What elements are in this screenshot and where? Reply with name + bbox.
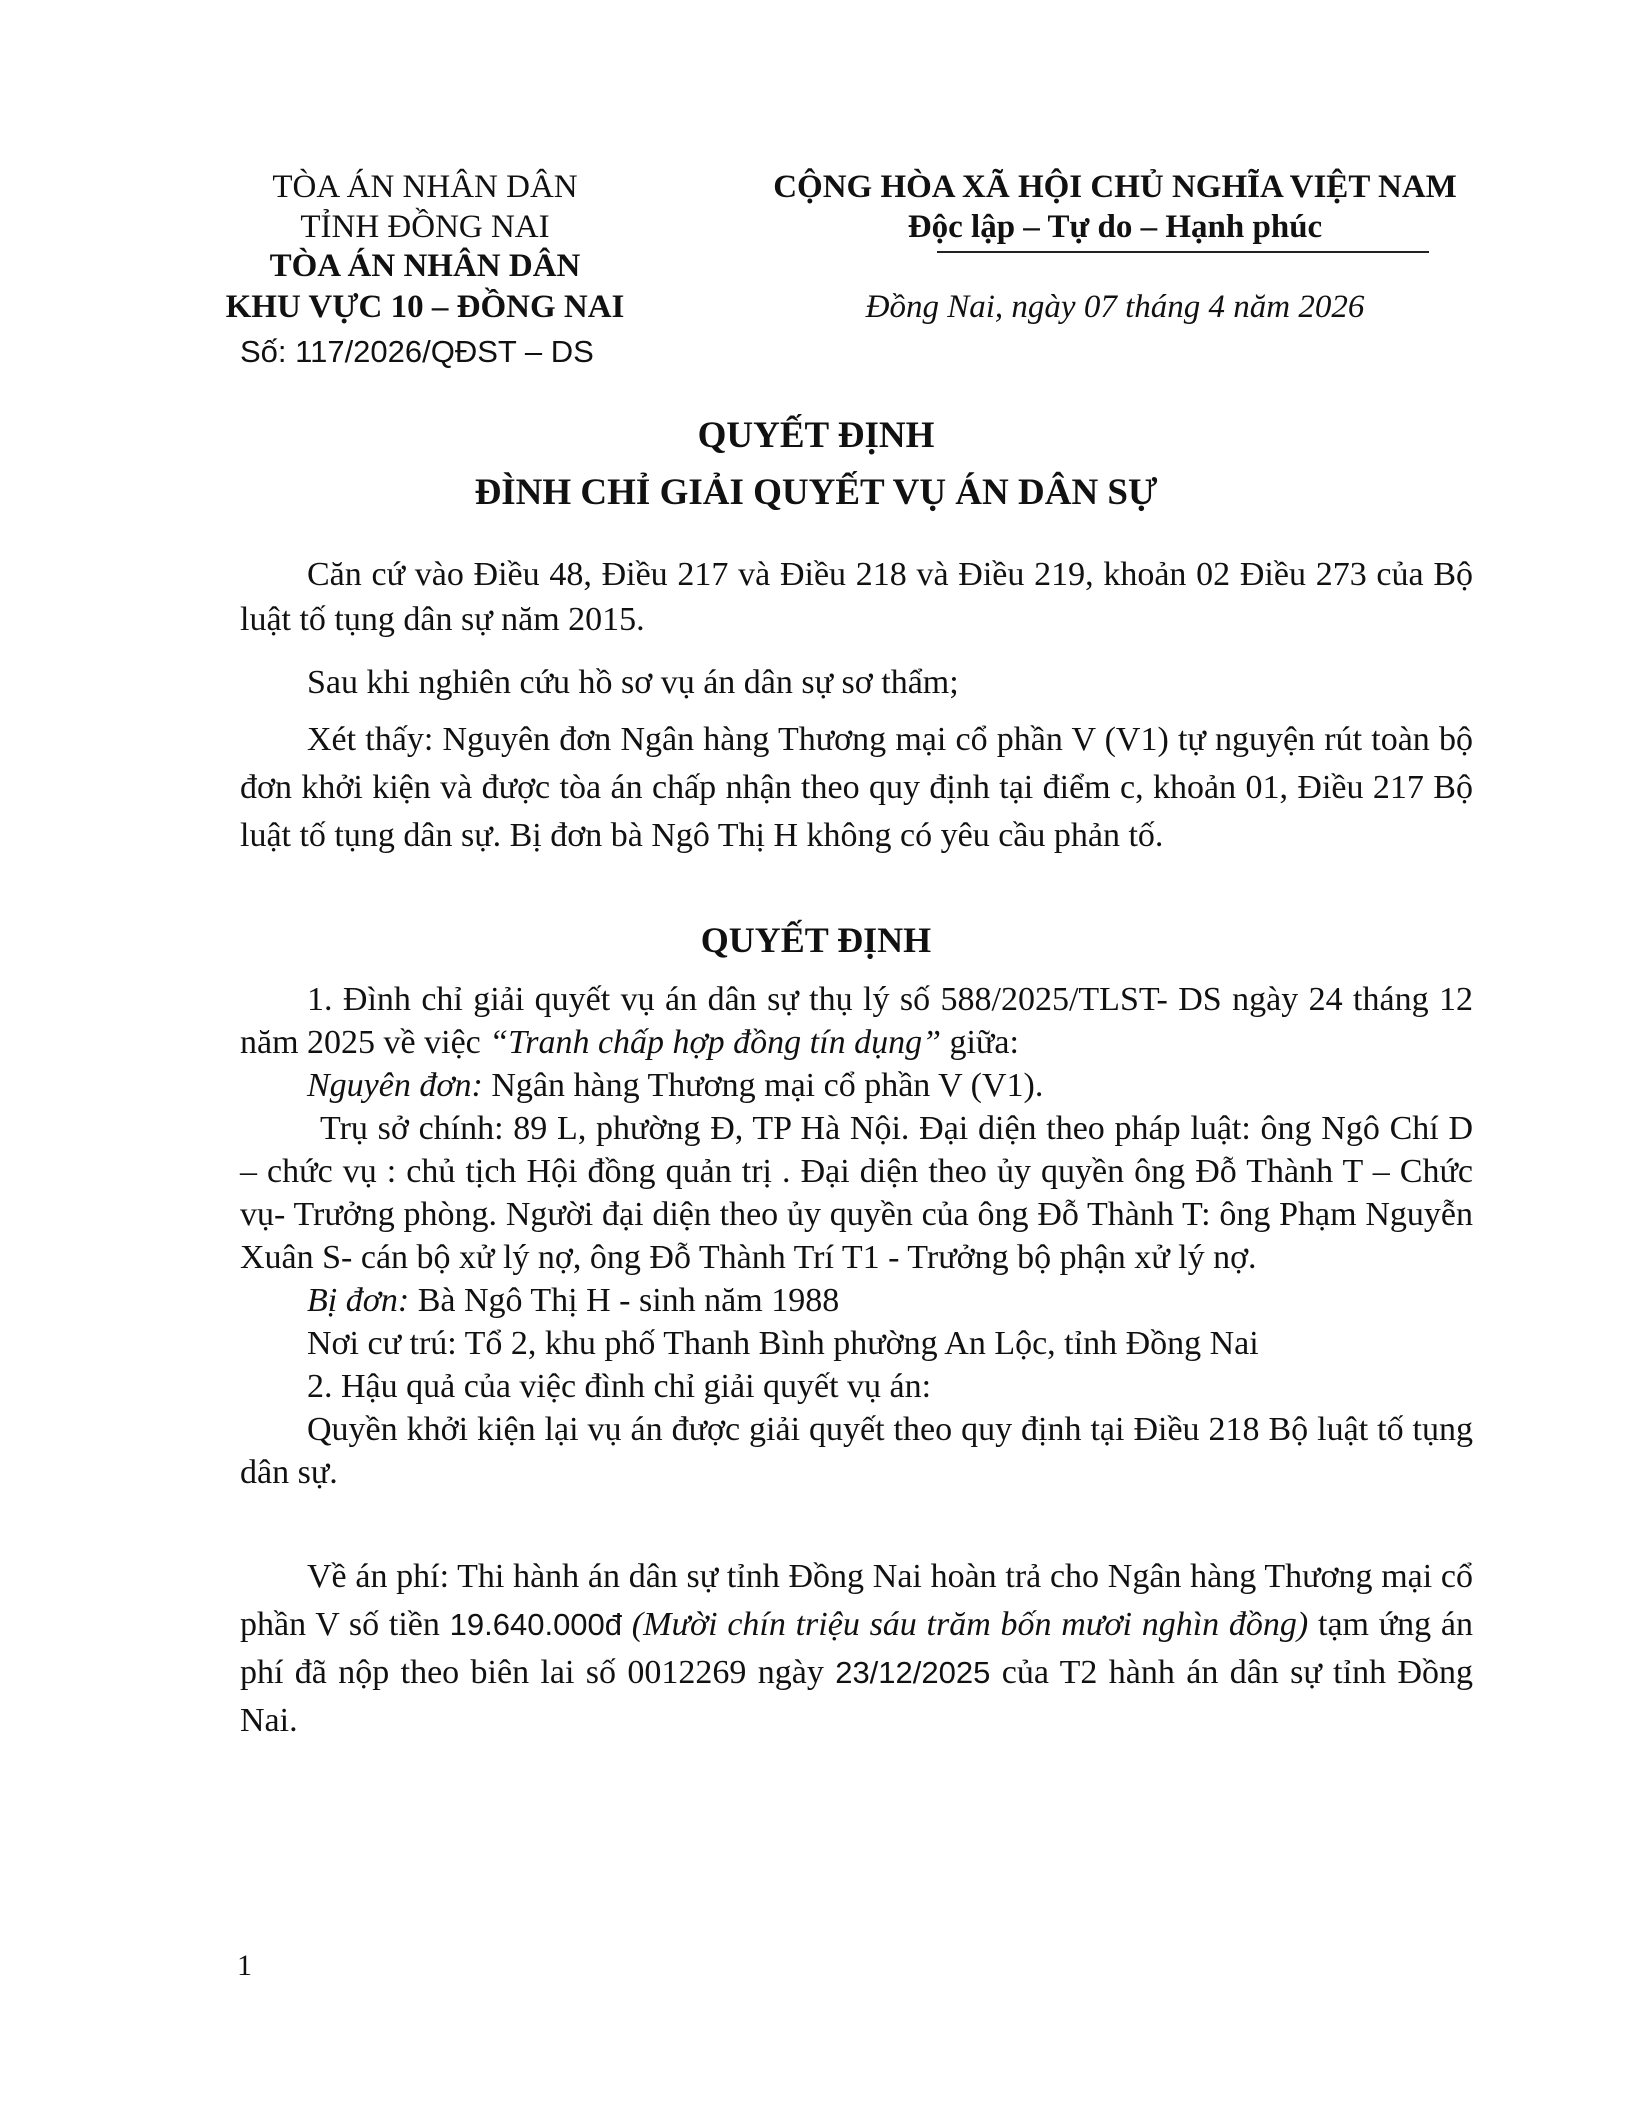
document-title: QUYẾT ĐỊNH bbox=[697, 415, 935, 456]
fee-date: 23/12/2025 bbox=[835, 1655, 991, 1690]
plaintiff-name: Ngân hàng Thương mại cổ phần V (V1). bbox=[482, 1067, 1044, 1104]
decision-number: Số: 117/2026/QĐST – DS bbox=[240, 334, 594, 369]
decision-item-2: 2. Hậu quả của việc đình chỉ giải quyết vụ án: bbox=[307, 1368, 932, 1405]
decision-item-1 bbox=[240, 978, 1473, 1064]
item1-text: 1. Đình chỉ giải quyết vụ án dân sự thụ lý số 588/2025/TLST- DS ngày 24 tháng 12 năm 2025 về việc bbox=[240, 981, 1473, 1061]
court-fee bbox=[240, 1553, 1473, 1745]
fee-amount: 19.640.000đ bbox=[449, 1607, 623, 1642]
court-province: TỈNH ĐỒNG NAI bbox=[300, 209, 550, 245]
motto-underline bbox=[937, 251, 1429, 253]
legal-basis: Căn cứ vào Điều 48, Điều 217 và Điều 218 và Điều 219, khoản 02 Điều 273 của Bộ luật tố tụng dân sự năm 2015. bbox=[240, 556, 1473, 638]
fee-suffix: của T2 hành án dân sự tỉnh Đồng Nai. bbox=[240, 1654, 1473, 1739]
motto: Độc lập – Tự do – Hạnh phúc bbox=[907, 209, 1323, 245]
item1-suffix: giữa: bbox=[940, 1024, 1019, 1061]
defendant-residence: Nơi cư trú: Tổ 2, khu phố Thanh Bình phường An Lộc, tỉnh Đồng Nai bbox=[307, 1325, 1259, 1362]
defendant-label: Bị đơn: bbox=[307, 1282, 410, 1319]
fee-words: (Mười chín triệu sáu trăm bốn mươi nghìn đồng) bbox=[622, 1606, 1309, 1643]
fee-text: Về án phí: Thi hành án dân sự tỉnh Đồng Nai hoàn trả cho Ngân hàng Thương mại cổ phần V số tiền bbox=[240, 1558, 1473, 1643]
case-name: “Tranh chấp hợp đồng tín dụng” bbox=[489, 1024, 941, 1061]
decision-body bbox=[240, 978, 1473, 1494]
plaintiff-details: Trụ sở chính: 89 L, phường Đ, TP Hà Nội. Đại diện theo pháp luật: ông Ngô Chí D – chức vụ : chủ tịch Hội đồng quản trị . Đại diện theo ủy quyền ông Đỗ Thành T – Chức vụ- Trưởng phòng. Người đại diện theo ủy quyền của ông Đỗ Thành T: ông Phạm Nguyễn Xuân S- cán bộ xử lý nợ, ông Đỗ Thành Trí T1 - Trưởng bộ phận xử lý nợ. bbox=[240, 1110, 1473, 1276]
fee-receipt: tạm ứng án phí đã nộp theo biên lai số 0012269 ngày bbox=[240, 1606, 1473, 1691]
study-statement: Sau khi nghiên cứu hồ sơ vụ án dân sự sơ thẩm; bbox=[307, 664, 959, 701]
place-date: Đồng Nai, ngày 07 tháng 4 năm 2026 bbox=[865, 289, 1365, 325]
item2-text: Quyền khởi kiện lại vụ án được giải quyết theo quy định tại Điều 218 Bộ luật tố tụng dân sự. bbox=[240, 1411, 1473, 1491]
plaintiff-label: Nguyên đơn: bbox=[307, 1067, 483, 1104]
defendant-name: Bà Ngô Thị H - sinh năm 1988 bbox=[409, 1282, 840, 1319]
document-subtitle: ĐÌNH CHỈ GIẢI QUYẾT VỤ ÁN DÂN SỰ bbox=[474, 472, 1158, 513]
finding: Xét thấy: Nguyên đơn Ngân hàng Thương mại cổ phần V (V1) tự nguyện rút toàn bộ đơn khởi kiện và được tòa án chấp nhận theo quy định tại điểm c, khoản 01, Điều 217 Bộ luật tố tụng dân sự. Bị đơn bà Ngô Thị H không có yêu cầu phản tố. bbox=[240, 721, 1473, 854]
plaintiff bbox=[240, 1064, 1473, 1107]
court-name-line3: TÒA ÁN NHÂN DÂN bbox=[269, 248, 581, 284]
defendant bbox=[240, 1279, 1473, 1322]
court-name-line1: TÒA ÁN NHÂN DÂN bbox=[272, 169, 578, 205]
page-number: 1 bbox=[237, 1949, 252, 1982]
court-region: KHU VỰC 10 – ĐỒNG NAI bbox=[225, 289, 625, 325]
country-name: CỘNG HÒA XÃ HỘI CHỦ NGHĨA VIỆT NAM bbox=[773, 169, 1457, 205]
decision-heading: QUYẾT ĐỊNH bbox=[700, 920, 932, 960]
